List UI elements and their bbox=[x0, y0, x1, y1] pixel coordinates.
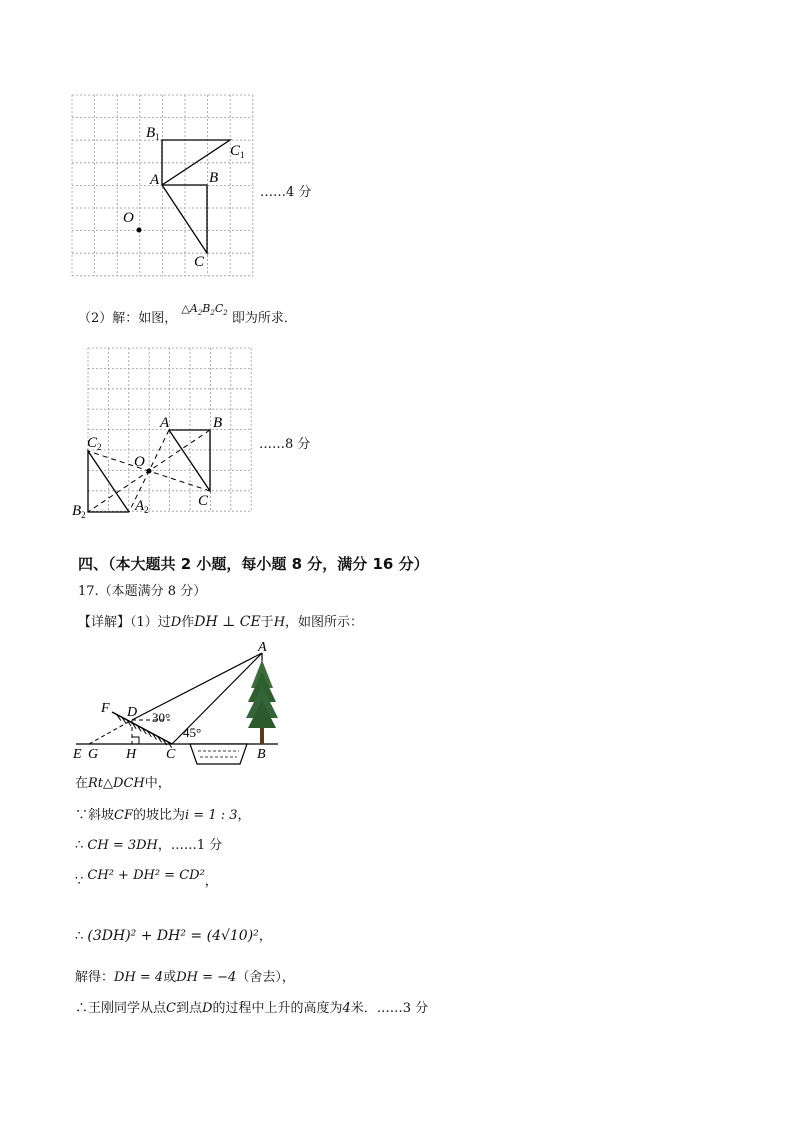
label-c-2: C bbox=[198, 493, 209, 509]
label-o-2: O bbox=[134, 454, 145, 470]
pond bbox=[190, 744, 247, 764]
label-c2: $C_2$ bbox=[87, 435, 102, 452]
label-a: A bbox=[150, 172, 160, 188]
label-angle-45: 45° bbox=[183, 725, 202, 740]
part-2-suffix: 即为所求． bbox=[231, 311, 297, 326]
solution-line-5: ∴ (3DH)² + DH² = (4√10)²， bbox=[75, 928, 272, 944]
label-b2: $B_2$ bbox=[72, 503, 86, 520]
solution-line-3: ∴ CH = 3DH，……1 分 bbox=[75, 838, 223, 853]
solution-line-4: ∵ CH² + DH² = CD²， bbox=[75, 868, 218, 889]
label-angle-30: 30° bbox=[152, 710, 171, 725]
label-b-3: B bbox=[257, 747, 266, 762]
figure-2-score: ……8 分 bbox=[259, 437, 311, 452]
label-c-3: C bbox=[166, 747, 176, 762]
triangle-name: △A2B2C2 bbox=[181, 302, 228, 318]
label-e: E bbox=[73, 747, 82, 762]
dashed-gd bbox=[89, 720, 132, 744]
label-h: H bbox=[126, 747, 137, 762]
label-g: G bbox=[88, 747, 99, 762]
tree-icon bbox=[246, 660, 278, 744]
solution-line-2: ∵斜坡CF的坡比为i = 1 : 3， bbox=[75, 808, 251, 823]
label-a-3: A bbox=[258, 640, 267, 655]
q17-title: 17.（本题满分 8 分） bbox=[78, 584, 207, 599]
label-a-2: A bbox=[160, 415, 170, 431]
label-b1: $B_1$ bbox=[146, 125, 160, 142]
solution-line-1: 在Rt△DCH中， bbox=[75, 776, 171, 791]
label-b-2: B bbox=[213, 415, 223, 431]
section-4-heading: 四、（本大题共 2 小题，每小题 8 分，满分 16 分） bbox=[78, 555, 429, 573]
q17-detail: 【详解】（1）过D作DH ⊥ CE于H，如图所示： bbox=[78, 614, 364, 630]
label-b: B bbox=[209, 170, 219, 186]
label-c: C bbox=[194, 254, 205, 270]
part-2-prefix: （2）解：如图， bbox=[78, 311, 178, 326]
right-angle-h bbox=[132, 737, 139, 744]
solution-line-6: 解得：DH = 4或DH = −4（舍去）， bbox=[75, 970, 295, 985]
label-a2: $A_2$ bbox=[135, 498, 149, 515]
label-c1: $C_1$ bbox=[230, 143, 245, 160]
solution-line-7: ∴王刚同学从点C到点D的过程中上升的高度为4米．……3 分 bbox=[75, 1001, 429, 1016]
label-o: O bbox=[123, 210, 134, 226]
label-f: F bbox=[101, 701, 110, 716]
label-d: D bbox=[127, 705, 138, 720]
figure-1-score: ……4 分 bbox=[260, 185, 312, 200]
